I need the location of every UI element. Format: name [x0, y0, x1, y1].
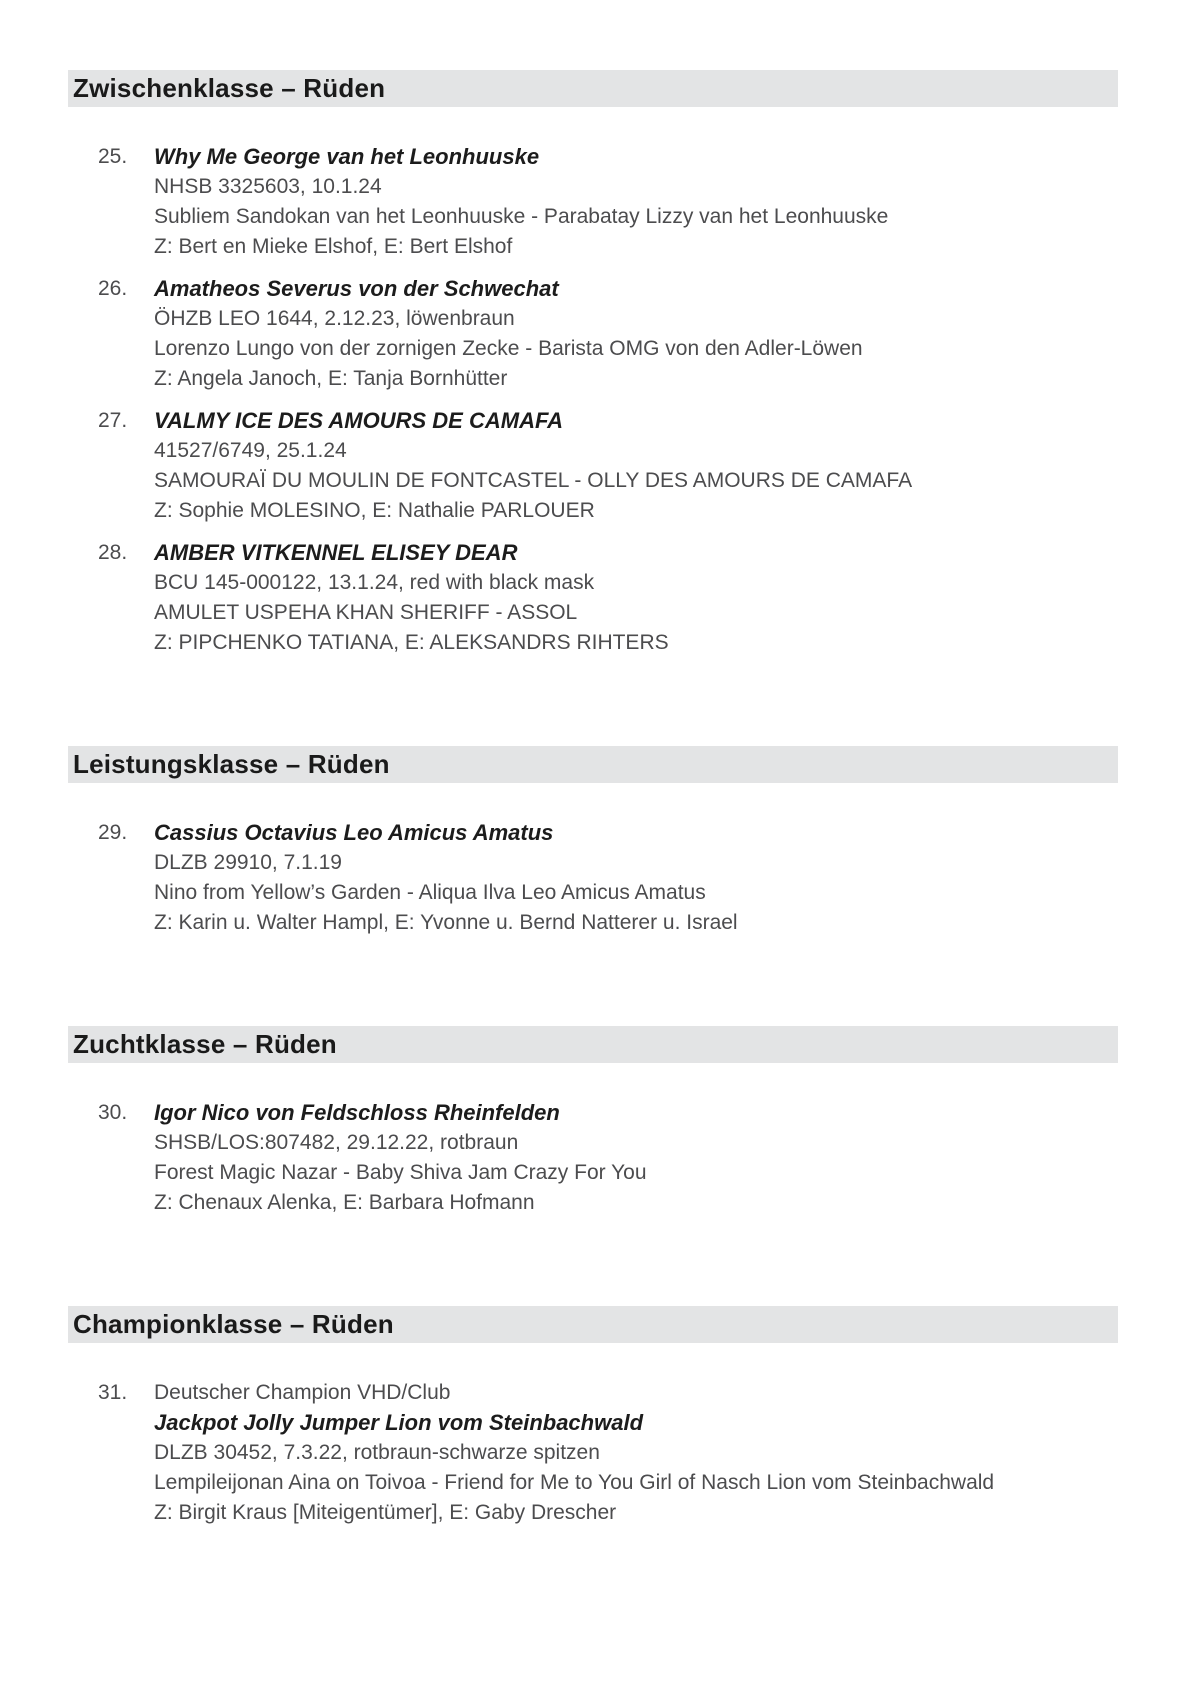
entry-number: 25. [98, 145, 128, 168]
entry [68, 1378, 1118, 1528]
entry-detail-line: 41527/6749, 25.1.24 [154, 439, 347, 462]
section-title: Zuchtklasse – Rüden [73, 1029, 337, 1059]
section-header [68, 1026, 1118, 1063]
entry-detail-line: DLZB 29910, 7.1.19 [154, 851, 342, 874]
entry-detail-line: Forest Magic Nazar - Baby Shiva Jam Crazy For You [154, 1161, 647, 1184]
section-entries [68, 1378, 1118, 1528]
class-section [68, 746, 1118, 938]
entry-dog-name: Jackpot Jolly Jumper Lion vom Steinbachwald [154, 1410, 644, 1435]
entry-detail-line: AMULET USPEHA KHAN SHERIFF - ASSOL [154, 601, 578, 624]
entry-dog-name: VALMY ICE DES AMOURS DE CAMAFA [154, 408, 564, 433]
entry-body [154, 142, 1118, 262]
entry-detail-line: Z: Karin u. Walter Hampl, E: Yvonne u. Bernd Natterer u. Israel [154, 911, 738, 934]
entry-dog-name: Igor Nico von Feldschloss Rheinfelden [154, 1100, 560, 1125]
section-entries [68, 1098, 1118, 1218]
entry-detail-line: Z: PIPCHENKO TATIANA, E: ALEKSANDRS RIHTERS [154, 631, 669, 654]
entry-detail-line: Lorenzo Lungo von der zornigen Zecke - Barista OMG von den Adler-Löwen [154, 337, 863, 360]
entry-detail-line: Z: Bert en Mieke Elshof, E: Bert Elshof [154, 235, 513, 258]
entry-detail-line: Z: Angela Janoch, E: Tanja Bornhütter [154, 367, 508, 390]
section-title: Zwischenklasse – Rüden [73, 73, 386, 103]
entry-detail-line: SAMOURAÏ DU MOULIN DE FONTCASTEL - OLLY DES AMOURS DE CAMAFA [154, 469, 913, 492]
class-section [68, 1306, 1118, 1528]
entry-body [154, 538, 1118, 658]
entry-detail-line: Z: Sophie MOLESINO, E: Nathalie PARLOUER [154, 499, 595, 522]
entry-detail-line: DLZB 30452, 7.3.22, rotbraun-schwarze spitzen [154, 1441, 600, 1464]
entry-detail-line: BCU 145-000122, 13.1.24, red with black mask [154, 571, 595, 594]
entry-dog-name: AMBER VITKENNEL ELISEY DEAR [154, 540, 518, 565]
section-entries [68, 818, 1118, 938]
class-section [68, 70, 1118, 658]
entry-body [154, 406, 1118, 526]
class-section [68, 1026, 1118, 1218]
entry [68, 1098, 1118, 1218]
entry-detail-line: Nino from Yellow’s Garden - Aliqua Ilva Leo Amicus Amatus [154, 881, 706, 904]
entry [68, 818, 1118, 938]
entry-detail-line: Z: Birgit Kraus [Miteigentümer], E: Gaby Drescher [154, 1501, 617, 1524]
entry-detail-line: SHSB/LOS:807482, 29.12.22, rotbraun [154, 1131, 519, 1154]
section-header [68, 70, 1118, 107]
entry-number: 29. [98, 821, 128, 844]
entry-body [154, 1378, 1118, 1528]
entry-number: 27. [98, 409, 128, 432]
entry-dog-name: Amatheos Severus von der Schwechat [154, 276, 559, 301]
entry-dog-name: Cassius Octavius Leo Amicus Amatus [154, 820, 554, 845]
entry-body [154, 274, 1118, 394]
section-title: Championklasse – Rüden [73, 1309, 394, 1339]
entry-detail-line: NHSB 3325603, 10.1.24 [154, 175, 382, 198]
entry-body [154, 1098, 1118, 1218]
entry [68, 406, 1118, 526]
entry-detail-line: Subliem Sandokan van het Leonhuuske - Parabatay Lizzy van het Leonhuuske [154, 205, 889, 228]
entry-champion-title: Deutscher Champion VHD/Club [154, 1381, 451, 1404]
section-title: Leistungsklasse – Rüden [73, 749, 390, 779]
entry-number: 26. [98, 277, 128, 300]
section-header [68, 746, 1118, 783]
entry [68, 274, 1118, 394]
entry-number: 28. [98, 541, 128, 564]
entry-detail-line: ÖHZB LEO 1644, 2.12.23, löwenbraun [154, 307, 515, 330]
entry-detail-line: Z: Chenaux Alenka, E: Barbara Hofmann [154, 1191, 535, 1214]
entry-number: 30. [98, 1101, 128, 1124]
entry-number: 31. [98, 1381, 128, 1404]
section-entries [68, 142, 1118, 658]
entry-body [154, 818, 1118, 938]
section-header [68, 1306, 1118, 1343]
entry [68, 538, 1118, 658]
entry-detail-line: Lempileijonan Aina on Toivoa - Friend for Me to You Girl of Nasch Lion vom Steinbachwald [154, 1471, 995, 1494]
entry [68, 142, 1118, 262]
entry-dog-name: Why Me George van het Leonhuuske [154, 144, 540, 169]
